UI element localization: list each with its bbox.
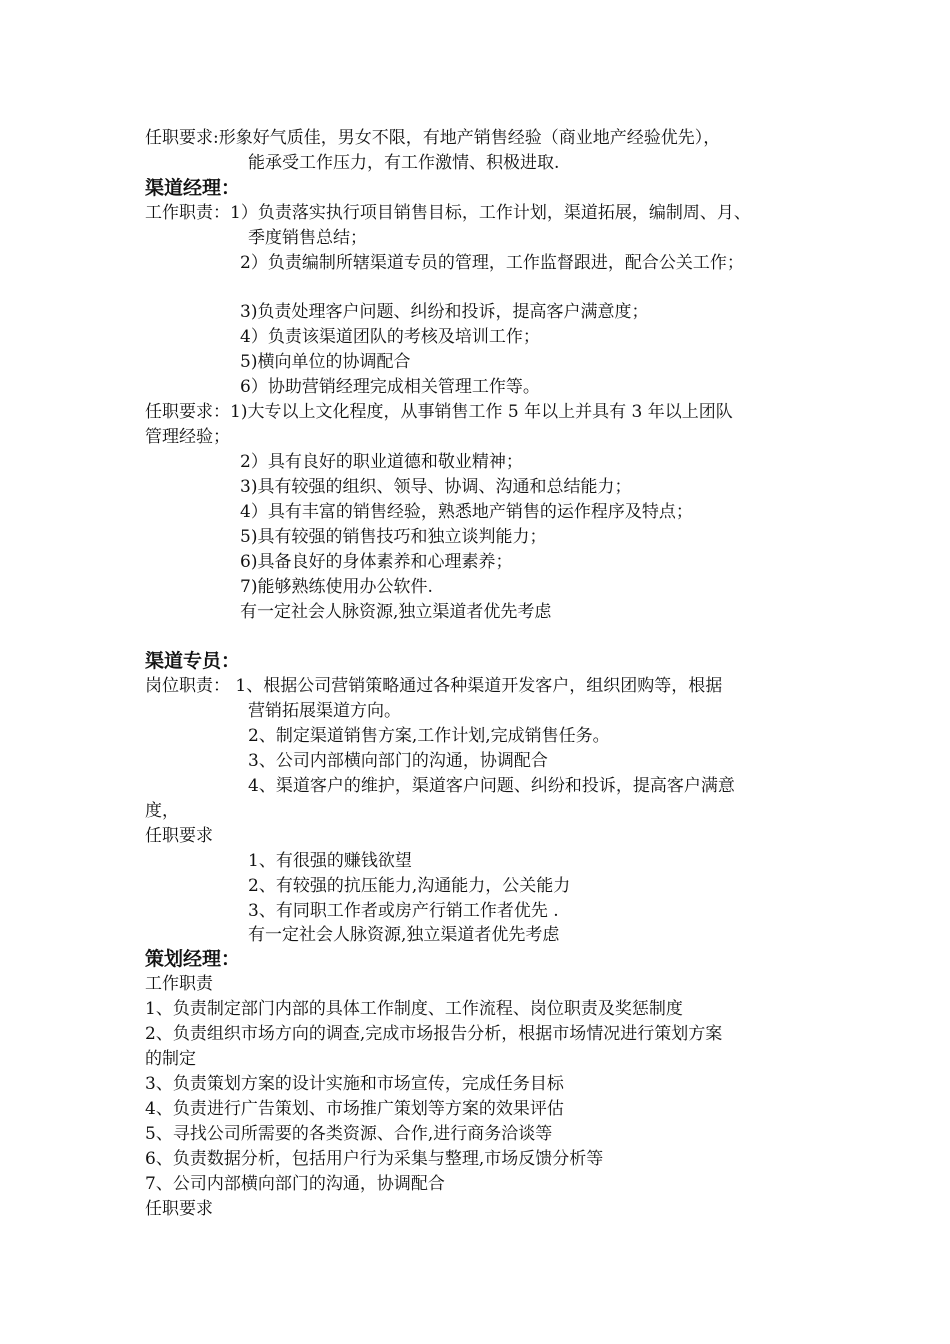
duty-line: 6）协助营销经理完成相关管理工作等。 <box>240 377 540 397</box>
duty-line: 的制定 <box>145 1049 196 1069</box>
duty-line: 5、寻找公司所需要的各类资源、合作,进行商务洽谈等 <box>145 1124 553 1144</box>
req-label: 任职要求 <box>145 1199 213 1219</box>
duty-line: 6、负责数据分析，包括用户行为采集与整理,市场反馈分析等 <box>145 1149 604 1169</box>
duty-line: 2、负责组织市场方向的调查,完成市场报告分析，根据市场情况进行策划方案 <box>145 1024 723 1044</box>
duty-line: 岗位职责： 1、根据公司营销策略通过各种渠道开发客户，组织团购等，根据 <box>145 676 723 696</box>
duty-line: 5)横向单位的协调配合 <box>240 352 411 372</box>
req-line: 7)能够熟练使用办公软件. <box>240 577 433 597</box>
req-line: 有一定社会人脉资源,独立渠道者优先考虑 <box>248 925 560 945</box>
duty-line: 1、负责制定部门内部的具体工作制度、工作流程、岗位职责及奖惩制度 <box>145 999 683 1019</box>
req-line: 6)具备良好的身体素养和心理素养； <box>240 552 513 572</box>
section-heading: 渠道专员： <box>145 650 241 672</box>
duty-line: 季度销售总结； <box>248 228 367 248</box>
req-line: 2、有较强的抗压能力,沟通能力，公关能力 <box>248 876 571 896</box>
duty-line: 2）负责编制所辖渠道专员的管理，工作监督跟进，配合公关工作； <box>240 253 744 273</box>
duty-line: 7、公司内部横向部门的沟通，协调配合 <box>145 1174 445 1194</box>
req-line: 1、有很强的赚钱欲望 <box>248 851 412 871</box>
duty-line: 2、制定渠道销售方案,工作计划,完成销售任务。 <box>248 726 610 746</box>
duty-line: 4、渠道客户的维护，渠道客户问题、纠纷和投诉，提高客户满意 <box>248 776 735 796</box>
req-line: 5)具有较强的销售技巧和独立谈判能力； <box>240 527 547 547</box>
req-line: 有一定社会人脉资源,独立渠道者优先考虑 <box>240 602 552 622</box>
duty-line: 4、负责进行广告策划、市场推广策划等方案的效果评估 <box>145 1099 564 1119</box>
req-line: 3)具有较强的组织、领导、协调、沟通和总结能力； <box>240 477 632 497</box>
req-line: 4）具有丰富的销售经验，熟悉地产销售的运作程序及特点； <box>240 502 693 522</box>
intro-line: 能承受工作压力，有工作激情、积极进取. <box>248 153 560 173</box>
duty-line: 4）负责该渠道团队的考核及培训工作； <box>240 327 540 347</box>
duty-line: 3、负责策划方案的设计实施和市场宣传，完成任务目标 <box>145 1074 564 1094</box>
intro-line: 任职要求:形象好气质佳，男女不限，有地产销售经验（商业地产经验优先）， <box>145 128 721 148</box>
duty-label: 工作职责 <box>145 974 213 994</box>
req-label: 任职要求 <box>145 826 213 846</box>
req-line: 2）具有良好的职业道德和敬业精神； <box>240 452 523 472</box>
section-heading: 策划经理： <box>145 948 241 970</box>
req-line: 管理经验； <box>145 427 230 447</box>
duty-line: 度， <box>145 801 179 821</box>
section-heading: 渠道经理： <box>145 177 241 199</box>
req-line: 3、有同职工作者或房产行销工作者优先 . <box>248 901 559 921</box>
duty-line: 营销拓展渠道方向。 <box>248 701 401 721</box>
duty-line: 3)负责处理客户问题、纠纷和投诉，提高客户满意度； <box>240 302 649 322</box>
duty-line: 工作职责：1）负责落实执行项目销售目标，工作计划，渠道拓展，编制周、月、 <box>145 203 751 223</box>
duty-line: 3、公司内部横向部门的沟通，协调配合 <box>248 751 548 771</box>
req-line: 任职要求：1)大专以上文化程度，从事销售工作 5 年以上并具有 3 年以上团队 <box>145 402 733 422</box>
